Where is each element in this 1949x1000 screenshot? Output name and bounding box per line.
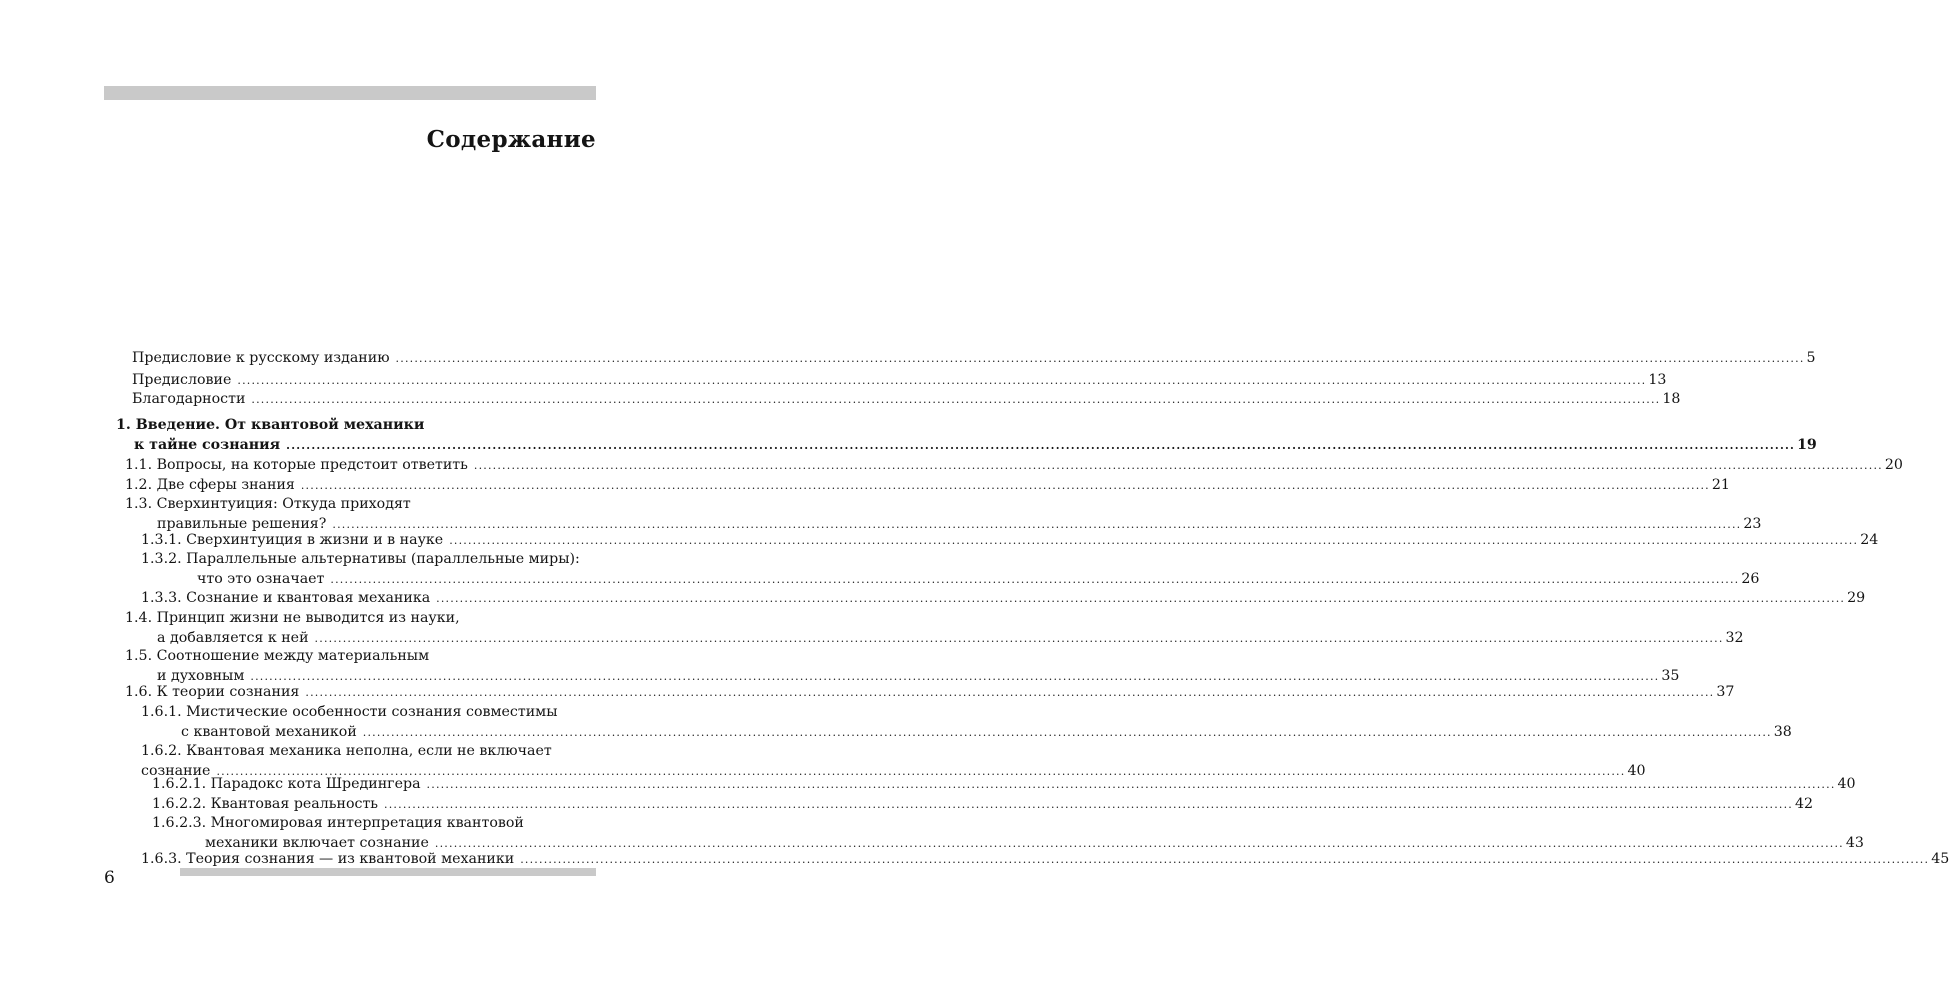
dot-leader: ............................................................................................................................................................................................................................................................................................................ [395, 352, 1805, 365]
toc-entry-title: 1. Введение. От квантовой механики [116, 417, 425, 433]
toc-entry-title: правильные решения? [157, 516, 327, 532]
dot-leader: ............................................................................................................................................................................................................................................................................................................ [436, 592, 1846, 605]
toc-entry-page: 40 [1837, 776, 1856, 792]
toc-entry[interactable] [141, 702, 1792, 742]
toc-entry[interactable] [125, 455, 1903, 475]
toc-entry[interactable] [125, 475, 1730, 495]
dot-leader: ............................................................................................................................................................................................................................................................................................................ [286, 439, 1796, 452]
toc-entry-title: что это означает [197, 571, 325, 587]
page-number: 6 [104, 868, 115, 888]
toc-entry-page: 13 [1648, 372, 1667, 388]
dot-leader: ............................................................................................................................................................................................................................................................................................................ [305, 686, 1715, 699]
toc-entry-page: 42 [1795, 796, 1814, 812]
toc-entry-page: 26 [1741, 571, 1760, 587]
dot-leader: ............................................................................................................................................................................................................................................................................................................ [362, 726, 1772, 739]
header-rule [104, 86, 596, 100]
toc-entry-title: 1.3. Сверхинтуиция: Откуда приходят [125, 496, 411, 512]
toc-entry-title: 1.3.1. Сверхинтуиция в жизни и в науке [141, 532, 444, 548]
toc-entry-title: 1.4. Принцип жизни не выводится из науки, [125, 610, 460, 626]
toc-entry-title: и духовным [157, 668, 245, 684]
toc-entry[interactable] [141, 849, 1949, 869]
toc-entry-title: 1.3.3. Сознание и квантовая механика [141, 590, 431, 606]
page-title: Содержание [426, 126, 596, 153]
toc-entry-page: 40 [1627, 763, 1646, 779]
dot-leader: ............................................................................................................................................................................................................................................................................................................ [449, 534, 1859, 547]
toc-entry-page: 18 [1662, 391, 1681, 407]
toc-entry-page: 32 [1725, 630, 1744, 646]
toc-entry-page: 37 [1716, 684, 1735, 700]
toc-entry-page: 43 [1845, 835, 1864, 851]
toc-entry-title: к тайне сознания [134, 437, 281, 453]
toc-entry-title: 1.1. Вопросы, на которые предстоит ответить [125, 457, 468, 473]
toc-entry-page: 29 [1847, 590, 1866, 606]
toc-entry-page: 24 [1860, 532, 1879, 548]
dot-leader: ............................................................................................................................................................................................................................................................................................................ [250, 670, 1660, 683]
dot-leader: ............................................................................................................................................................................................................................................................................................................ [216, 765, 1626, 778]
toc-entry-page: 35 [1661, 668, 1680, 684]
toc-entry[interactable] [141, 549, 1760, 589]
toc-entry-page: 23 [1743, 516, 1762, 532]
dot-leader: ............................................................................................................................................................................................................................................................................................................ [314, 632, 1724, 645]
toc-entry-title: Благодарности [132, 391, 246, 407]
toc-entry-title: 1.5. Соотношение между материальным [125, 648, 430, 664]
toc-entry[interactable] [152, 813, 1864, 853]
toc-entry[interactable] [132, 348, 1816, 368]
toc-entry[interactable] [125, 682, 1735, 702]
toc-entry[interactable] [141, 588, 1866, 608]
toc-entry-title: Предисловие [132, 372, 232, 388]
toc-entry-title: 1.3.2. Параллельные альтернативы (параллельные миры): [141, 551, 580, 567]
toc-entry[interactable] [152, 794, 1814, 814]
toc-entry-title: 1.6.2.3. Многомировая интерпретация квантовой [152, 815, 524, 831]
footer-rule [180, 868, 596, 876]
toc-entry-title: Предисловие к русскому изданию [132, 350, 390, 366]
dot-leader: ............................................................................................................................................................................................................................................................................................................ [520, 853, 1930, 866]
dot-leader: ............................................................................................................................................................................................................................................................................................................ [426, 778, 1836, 791]
dot-leader: ............................................................................................................................................................................................................................................................................................................ [237, 374, 1647, 387]
toc-entry[interactable] [132, 370, 1667, 390]
dot-leader: ............................................................................................................................................................................................................................................................................................................ [384, 798, 1794, 811]
toc-entry[interactable] [132, 389, 1681, 409]
toc-entry-title: а добавляется к ней [157, 630, 309, 646]
dot-leader: ............................................................................................................................................................................................................................................................................................................ [332, 518, 1742, 531]
toc-entry-page: 21 [1711, 477, 1730, 493]
toc-entry-title: с квантовой механикой [181, 724, 357, 740]
toc-entry[interactable] [152, 774, 1856, 794]
toc-entry[interactable] [141, 530, 1879, 550]
toc-entry[interactable] [116, 415, 1817, 455]
dot-leader: ............................................................................................................................................................................................................................................................................................................ [251, 393, 1661, 406]
toc-entry-page: 20 [1884, 457, 1903, 473]
toc-entry-title: сознание [141, 763, 211, 779]
toc-entry-title: 1.6.3. Теория сознания — из квантовой механики [141, 851, 515, 867]
dot-leader: ............................................................................................................................................................................................................................................................................................................ [300, 479, 1710, 492]
toc-entry-page: 19 [1797, 437, 1817, 453]
toc-entry[interactable] [125, 646, 1680, 686]
toc-entry-title: 1.6. К теории сознания [125, 684, 300, 700]
dot-leader: ............................................................................................................................................................................................................................................................................................................ [434, 837, 1844, 850]
toc-entry-page: 5 [1806, 350, 1816, 366]
dot-leader: ............................................................................................................................................................................................................................................................................................................ [330, 573, 1740, 586]
toc-entry-page: 38 [1773, 724, 1792, 740]
toc-entry[interactable] [125, 494, 1762, 534]
dot-leader: ............................................................................................................................................................................................................................................................................................................ [473, 459, 1883, 472]
toc-entry-title: 1.6.1. Мистические особенности сознания совместимы [141, 704, 558, 720]
toc-entry-page: 45 [1931, 851, 1949, 867]
toc-entry-title: 1.6.2. Квантовая механика неполна, если не включает [141, 743, 552, 759]
toc-entry-title: 1.6.2.2. Квантовая реальность [152, 796, 379, 812]
toc-entry-title: 1.2. Две сферы знания [125, 477, 295, 493]
toc-entry[interactable] [125, 608, 1744, 648]
toc-entry-title: 1.6.2.1. Парадокс кота Шредингера [152, 776, 421, 792]
toc-entry-title: механики включает сознание [205, 835, 429, 851]
